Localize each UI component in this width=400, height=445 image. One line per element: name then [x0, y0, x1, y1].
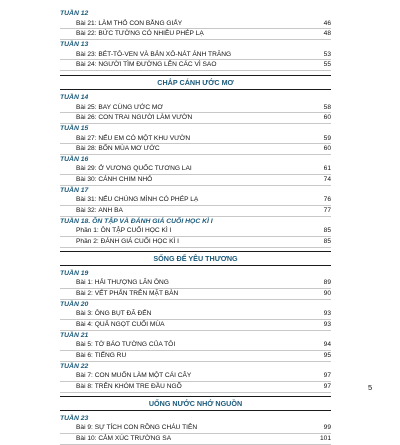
lesson-page-number: 101: [319, 434, 331, 442]
toc-entry: [60, 144, 331, 155]
toc-entry: [60, 103, 331, 114]
lesson-number: Bài 25:: [76, 103, 99, 111]
lesson-number: Phần 1:: [76, 227, 101, 235]
lesson-number: Bài 4:: [76, 321, 95, 329]
lesson-title: TRÊN KHÓM TRE ĐẦU NGÕ: [94, 382, 182, 390]
week-heading: TUẦN 20: [60, 300, 89, 308]
table-of-contents: [60, 9, 331, 445]
lesson-number: Bài 10:: [76, 434, 99, 442]
week-heading: TUẦN 19: [60, 269, 89, 277]
lesson-number: Bài 31:: [76, 196, 99, 204]
toc-entry: [60, 134, 331, 145]
week-heading: TUẦN 17: [60, 186, 89, 194]
toc-entry: [60, 423, 331, 434]
toc-entry: [60, 60, 331, 71]
lesson-page-number: 93: [323, 310, 331, 318]
lesson-number: Bài 2:: [76, 290, 95, 298]
lesson-title: ANH BA: [98, 207, 123, 215]
lesson-title: TỜ BÁO TƯỜNG CỦA TÔI: [94, 341, 176, 349]
toc-entry: [60, 320, 331, 331]
toc-entry: [60, 195, 331, 206]
lesson-title: VẾT PHẤN TRÊN MẶT BÀN: [94, 290, 179, 298]
lesson-title: CON MUỐN LÀM MỘT CÁI CÂY: [94, 372, 192, 380]
week-heading: TUẦN 13: [60, 40, 89, 48]
lesson-page-number: 46: [323, 19, 331, 27]
week-heading: TUẦN 23: [60, 414, 89, 422]
lesson-number: Bài 24:: [76, 61, 99, 69]
week-heading: TUẦN 15: [60, 124, 89, 132]
lesson-title: QUẢ NGỌT CUỐI MÙA: [94, 321, 165, 329]
toc-entry: [60, 371, 331, 382]
week-heading: TUẦN 18. ÔN TẬP VÀ ĐÁNH GIÁ CUỐI HỌC KÌ I: [60, 217, 213, 225]
section-heading: UỐNG NƯỚC NHỚ NGUỒN: [60, 396, 331, 411]
lesson-title: NẾU CHÚNG MÌNH CÓ PHÉP LẠ: [98, 196, 199, 204]
lesson-number: Bài 28:: [76, 145, 99, 153]
lesson-page-number: 97: [323, 382, 331, 390]
lesson-title: CÁNH CHIM NHỎ: [98, 176, 153, 184]
toc-entry: [60, 278, 331, 289]
lesson-page-number: 59: [323, 134, 331, 142]
lesson-page-number: 61: [323, 165, 331, 173]
week-heading: TUẦN 22: [60, 362, 89, 370]
week-heading: TUẦN 16: [60, 155, 89, 163]
lesson-title: BỐN MÙA MƠ ƯỚC: [98, 145, 160, 153]
lesson-title: TIẾNG RU: [94, 352, 127, 359]
lesson-number: Bài 29:: [76, 165, 99, 173]
lesson-page-number: 93: [323, 321, 331, 329]
lesson-title: BỨC TƯỜNG CÓ NHIỀU PHÉP LẠ: [98, 30, 204, 38]
lesson-number: Bài 8:: [76, 382, 95, 390]
lesson-page-number: 48: [323, 30, 331, 38]
lesson-title: SỰ TÍCH CON RỒNG CHÁU TIÊN: [94, 424, 198, 432]
lesson-title: ÔNG BỤT ĐÃ ĐẾN: [94, 310, 152, 318]
lesson-number: Bài 21:: [76, 19, 99, 27]
toc-entry: [60, 289, 331, 300]
lesson-number: Bài 5:: [76, 341, 95, 349]
lesson-page-number: 95: [323, 352, 331, 359]
toc-entry: [60, 29, 331, 40]
lesson-page-number: 89: [323, 279, 331, 287]
lesson-page-number: 77: [323, 207, 331, 215]
lesson-title: ĐÁNH GIÁ CUỐI HỌC KÌ I: [100, 238, 179, 246]
lesson-number: Bài 26:: [76, 114, 99, 122]
lesson-title: BÉT-TÔ-VEN VÀ BẢN XÔ-NÁT ÁNH TRĂNG: [98, 50, 232, 58]
toc-entry: [60, 19, 331, 30]
toc-entry: [60, 113, 331, 124]
toc-entry: [60, 50, 331, 61]
lesson-number: Bài 32:: [76, 207, 99, 215]
lesson-title: LÀM THỎ CON BẰNG GIẤY: [98, 19, 183, 27]
lesson-title: Ở VƯƠNG QUỐC TƯƠNG LAI: [98, 165, 192, 173]
toc-entry: [60, 382, 331, 393]
lesson-page-number: 74: [323, 176, 331, 184]
week-heading: TUẦN 14: [60, 93, 89, 101]
toc-entry: [60, 351, 331, 362]
lesson-page-number: 53: [323, 50, 331, 58]
lesson-number: Bài 9:: [76, 424, 95, 432]
toc-entry: [60, 340, 331, 351]
lesson-number: Bài 30:: [76, 176, 99, 184]
lesson-page-number: 97: [323, 372, 331, 380]
lesson-page-number: 58: [323, 103, 331, 111]
week-heading: TUẦN 12: [60, 10, 89, 17]
lesson-page-number: 85: [323, 238, 331, 246]
lesson-page-number: 99: [323, 424, 331, 432]
toc-entry: [60, 226, 331, 237]
toc-entry: [60, 206, 331, 217]
page-number: 5: [368, 383, 373, 392]
lesson-title: BAY CÙNG ƯỚC MƠ: [98, 103, 164, 111]
lesson-title: NGƯỜI TÌM ĐƯỜNG LÊN CÁC VÌ SAO: [98, 61, 217, 69]
lesson-number: Bài 3:: [76, 310, 95, 318]
lesson-number: Bài 22:: [76, 30, 99, 38]
lesson-page-number: 55: [323, 61, 331, 69]
lesson-number: Bài 7:: [76, 372, 95, 380]
lesson-number: Bài 1:: [76, 279, 95, 287]
lesson-page-number: 76: [323, 196, 331, 204]
lesson-title: NẾU EM CÓ MỘT KHU VƯỜN: [98, 134, 191, 142]
section-heading: CHẮP CÁNH ƯỚC MƠ: [60, 75, 331, 90]
toc-entry: [60, 434, 331, 445]
week-heading: TUẦN 21: [60, 331, 89, 339]
lesson-page-number: 94: [323, 341, 331, 349]
lesson-page-number: 85: [323, 227, 331, 235]
lesson-number: Bài 27:: [76, 134, 99, 142]
toc-entry: [60, 164, 331, 175]
section-heading: SỐNG ĐỂ YÊU THƯƠNG: [60, 251, 331, 266]
lesson-title: CẢM XÚC TRƯỜNG SA: [98, 434, 172, 442]
lesson-page-number: 90: [323, 290, 331, 298]
toc-entry: [60, 175, 331, 186]
lesson-title: CON TRAI NGƯỜI LÀM VƯỜN: [98, 114, 193, 122]
lesson-title: HẢI THƯỢNG LÃN ÔNG: [94, 279, 169, 287]
lesson-page-number: 60: [323, 114, 331, 122]
lesson-number: Bài 23:: [76, 50, 99, 58]
toc-entry: [60, 309, 331, 320]
toc-entry: [60, 237, 331, 248]
lesson-number: Bài 6:: [76, 352, 95, 359]
lesson-number: Phần 2:: [76, 238, 101, 246]
lesson-title: ÔN TẬP CUỐI HỌC KÌ I: [100, 227, 172, 235]
lesson-page-number: 60: [323, 145, 331, 153]
